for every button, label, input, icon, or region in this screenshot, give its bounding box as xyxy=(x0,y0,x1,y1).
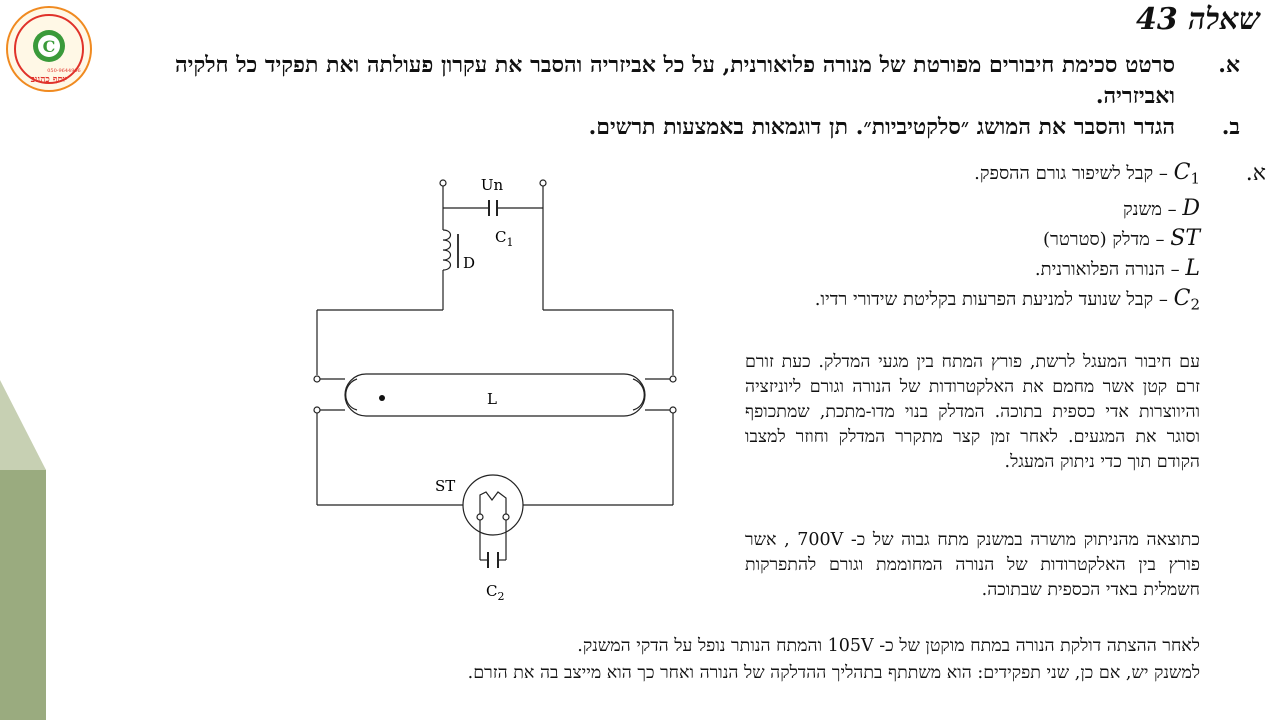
label-st: ST xyxy=(435,477,456,495)
supply-terminal xyxy=(540,180,546,186)
item-text: הגדר והסבר את המושג ״סלקטיביות״. תן דוגמאות באמצעות תרשים. xyxy=(588,114,1175,140)
legend-item-st: ST – מדלק (סטרטר) xyxy=(1042,225,1200,251)
fluorescent-circuit-diagram xyxy=(300,170,700,610)
explanation-paragraph-2: כתוצאה מהניתוק מושרה במשנק מתח גבוה של כ- 700V , אשר פורץ בין האלקטרודות של הנורה המחוממת וגורם להתפרקות חשמלית באדי הכספית שבתוכה. xyxy=(745,530,1200,600)
explanation-paragraph-1: עם חיבור המעגל לרשת, פורץ המתח בין מגעי המדלק. כעת זורם זרם קטן אשר מחמם את האלקטרודות של הנורה וגורם ליוניזציה והיווצרות אדי כספית בתוכה. המדלק בנוי מדו-מתכת, שמתכופף וסוגר את המגעים. לאחר זמן קצר מתקרר המדלק וחוזר למצבו הקודם תוך כדי ניתוק המעגל. xyxy=(745,352,1200,472)
logo-icon xyxy=(4,4,94,94)
item-text: סרטט סכימת חיבורים מפורטת של מנורה פלואורנית, על כל אביזריה והסבר את עקרון פעולתה ואת תפקיד כל חלקיה ואביזריה. xyxy=(175,52,1175,109)
component-legend xyxy=(680,158,1200,319)
legend-item-c1: $C_1$ – קבל לשיפור גורם ההספק. xyxy=(974,160,1200,188)
supply-terminal xyxy=(440,180,446,186)
legend-item-d: D – משנק xyxy=(1123,195,1200,221)
question-item-a xyxy=(130,50,1240,112)
label-d: D xyxy=(463,254,476,272)
explanation-paragraph-4: למשנק יש, אם כן, שני תפקידים: הוא משתתף בתהליך ההדלקה של הנורה ואחר כך הוא מייצב בה את הזרם. xyxy=(467,663,1200,683)
label-l: L xyxy=(487,390,497,408)
label-c1: $C_1$ xyxy=(495,228,514,249)
legend-item-l: L – הנורה הפלואורנית. xyxy=(1034,255,1200,281)
svg-text:C: C xyxy=(42,37,56,56)
question-item-b xyxy=(130,112,1240,143)
svg-text:יוסף כהנוב: יוסף כהנוב xyxy=(30,75,68,85)
explanation-paragraph-3: לאחר ההצתה דולקת הנורה במתח מוקטן של כ- 105V והמתח הנותר נופל על הדקי המשנק. xyxy=(577,636,1200,656)
label-c2: $C_2$ xyxy=(486,582,505,603)
legend-item-c2: $C_2$ – קבל שנועד למניעת הפרעות בקליטת שידורי רדיו. xyxy=(814,285,1200,314)
item-letter: א. xyxy=(1218,52,1240,78)
question-title: שאלה 43 xyxy=(1136,2,1260,37)
lamp-dot xyxy=(379,395,385,401)
decorative-side-band xyxy=(0,0,60,720)
svg-text:050-9644906: 050-9644906 xyxy=(47,68,81,74)
item-letter: ב. xyxy=(1221,114,1240,140)
starter-st xyxy=(463,475,523,535)
label-un: Un xyxy=(480,176,504,194)
answer-letter: א. xyxy=(1245,161,1266,186)
